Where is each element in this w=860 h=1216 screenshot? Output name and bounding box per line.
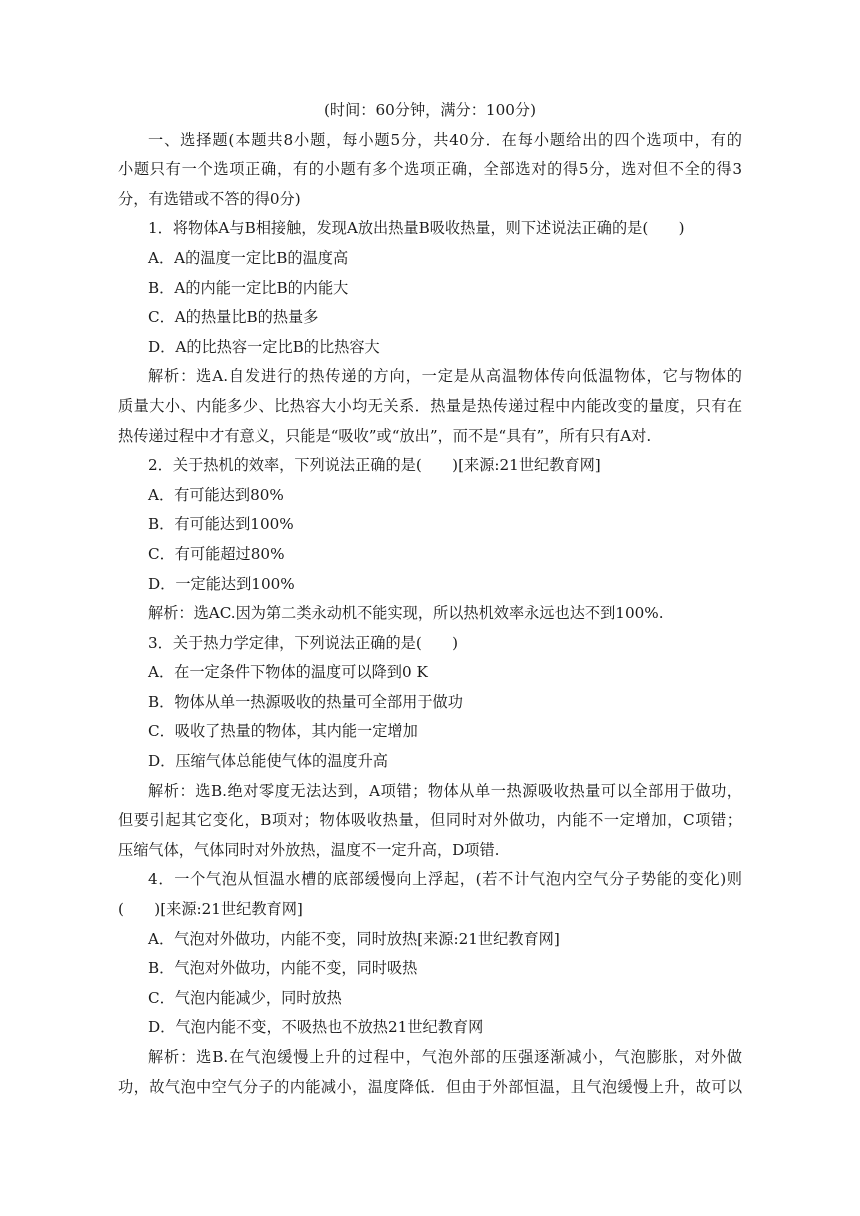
- q2-option-a: A．有可能达到80%: [148, 485, 284, 504]
- q1-analysis-line-3: 热传递过程中才有意义，只能是“吸收”或“放出”，而不是“具有”，所有只有A对.: [118, 426, 652, 445]
- q1-stem: 1．将物体A与B相接触，发现A放出热量B吸收热量，则下述说法正确的是( ): [148, 219, 685, 238]
- section-intro-line-2: 小题只有一个选项正确，有的小题有多个选项正确，全部选对的得5分，选对但不全的得3: [118, 160, 742, 179]
- q3-analysis-line-1: 解析：选B.绝对零度无法达到，A项错；物体从单一热源吸收热量可以全部用于做功，: [148, 781, 742, 800]
- q3-stem: 3．关于热力学定律，下列说法正确的是( ): [148, 633, 459, 652]
- q3-option-c: C．吸收了热量的物体，其内能一定增加: [148, 722, 418, 741]
- q4-stem-line-2: ( )[来源:21世纪教育网]: [118, 900, 303, 919]
- q4-option-a: A．气泡对外做功，内能不变，同时放热[来源:21世纪教育网]: [148, 929, 560, 948]
- q2-analysis-line-1: 解析：选AC.因为第二类永动机不能实现，所以热机效率永远也达不到100%.: [148, 604, 664, 623]
- section-intro-line-1: 一、选择题(本题共8小题，每小题5分，共40分．在每小题给出的四个选项中，有的: [148, 130, 742, 149]
- q2-stem: 2．关于热机的效率，下列说法正确的是( )[来源:21世纪教育网]: [148, 456, 601, 475]
- q4-option-b: B．气泡对外做功，内能不变，同时吸热: [148, 959, 418, 978]
- q1-option-b: B．A的内能一定比B的内能大: [148, 278, 349, 297]
- q4-analysis-line-1: 解析：选B.在气泡缓慢上升的过程中，气泡外部的压强逐渐减小，气泡膨胀，对外做: [148, 1048, 742, 1066]
- q2-option-d: D．一定能达到100%: [148, 574, 295, 593]
- q3-analysis-line-2: 但要引起其它变化，B项对；物体吸收热量，但同时对外做功，内能不一定增加，C项错；: [118, 811, 742, 830]
- q3-option-d: D．压缩气体总能使气体的温度升高: [148, 752, 388, 771]
- exam-header: (时间：60分钟，满分：100分): [323, 101, 537, 119]
- q4-option-c: C．气泡内能减少，同时放热: [148, 988, 342, 1007]
- q4-analysis-line-2: 功，故气泡中空气分子的内能减小，温度降低．但由于外部恒温，且气泡缓慢上升，故可以: [118, 1077, 742, 1096]
- q1-option-c: C．A的热量比B的热量多: [148, 308, 319, 327]
- q1-analysis-line-1: 解析：选A.自发进行的热传递的方向，一定是从高温物体传向低温物体，它与物体的: [148, 367, 742, 386]
- q1-option-d: D．A的比热容一定比B的比热容大: [148, 337, 380, 356]
- q3-analysis-line-3: 压缩气体，气体同时对外放热，温度不一定升高，D项错.: [118, 840, 500, 859]
- q4-stem-line-1: 4．一个气泡从恒温水槽的底部缓慢向上浮起，(若不计气泡内空气分子势能的变化)则: [148, 870, 742, 889]
- q2-option-c: C．有可能超过80%: [148, 544, 285, 563]
- q1-option-a: A．A的温度一定比B的温度高: [148, 248, 349, 267]
- q4-option-d: D．气泡内能不变，不吸热也不放热21世纪教育网: [148, 1018, 484, 1037]
- q1-analysis-line-2: 质量大小、内能多少、比热容大小均无关系．热量是热传递过程中内能改变的量度，只有在: [118, 396, 742, 415]
- section-intro-line-3: 分，有选错或不答的得0分): [118, 189, 301, 208]
- q3-option-a: A．在一定条件下物体的温度可以降到0 K: [148, 663, 428, 682]
- exam-content: [118, 96, 742, 1102]
- q3-option-b: B．物体从单一热源吸收的热量可全部用于做功: [148, 692, 463, 711]
- q2-option-b: B．有可能达到100%: [148, 515, 294, 534]
